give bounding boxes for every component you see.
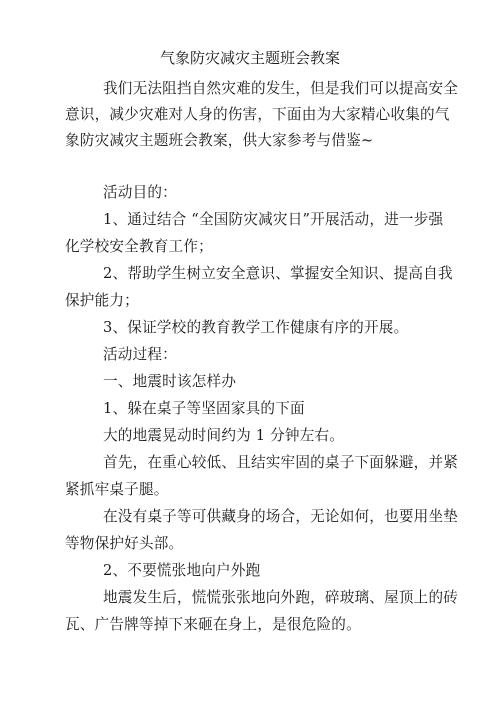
item-1-heading: 1、躲在桌子等坚固家具的下面 [103, 400, 305, 417]
paragraph-2-line-2: 紧抓牢桌子腿。 [65, 481, 169, 498]
intro-line-2: 意识，减少灾难对人身的伤害，下面由为大家精心收集的气 [65, 106, 450, 123]
goal-3: 3、保证学校的教育教学工作健康有序的开展。 [103, 319, 409, 336]
paragraph-1: 大的地震晃动时间约为 1 分钟左右。 [103, 427, 345, 444]
section-1-heading: 一、地震时该怎样办 [103, 373, 237, 390]
item-2-heading: 2、不要慌张地向户外跑 [103, 562, 261, 579]
document-title: 气象防灾减灾主题班会教案 [159, 49, 340, 67]
intro-line-3: 象防灾减灾主题班会教案，供大家参考与借鉴~ [65, 132, 374, 149]
goal-heading: 活动目的： [103, 184, 177, 201]
goal-2-line-1: 2、帮助学生树立安全意识、掌握安全知识、提高自我 [103, 265, 453, 282]
goal-2-line-2: 保护能力； [65, 292, 139, 309]
intro-line-1: 我们无法阻挡自然灾难的发生，但是我们可以提高安全 [103, 80, 459, 97]
goal-1-line-1: 1、通过结合 “全国防灾减灾日”开展活动，进一步强 [103, 211, 444, 228]
process-heading: 活动过程： [103, 346, 177, 363]
paragraph-3-line-2: 等物保护好头部。 [65, 535, 184, 552]
paragraph-3-line-1: 在没有桌子等可供藏身的场合，无论如何，也要用坐垫 [103, 508, 459, 525]
goal-1-line-2: 化学校安全教育工作； [65, 238, 213, 255]
paragraph-2-line-1: 首先，在重心较低、且结实牢固的桌子下面躲避，并紧 [103, 454, 459, 471]
paragraph-4-line-2: 瓦、广告牌等掉下来砸在身上，是很危险的。 [65, 616, 361, 633]
paragraph-4-line-1: 地震发生后，慌慌张张地向外跑，碎玻璃、屋顶上的砖 [103, 589, 459, 606]
